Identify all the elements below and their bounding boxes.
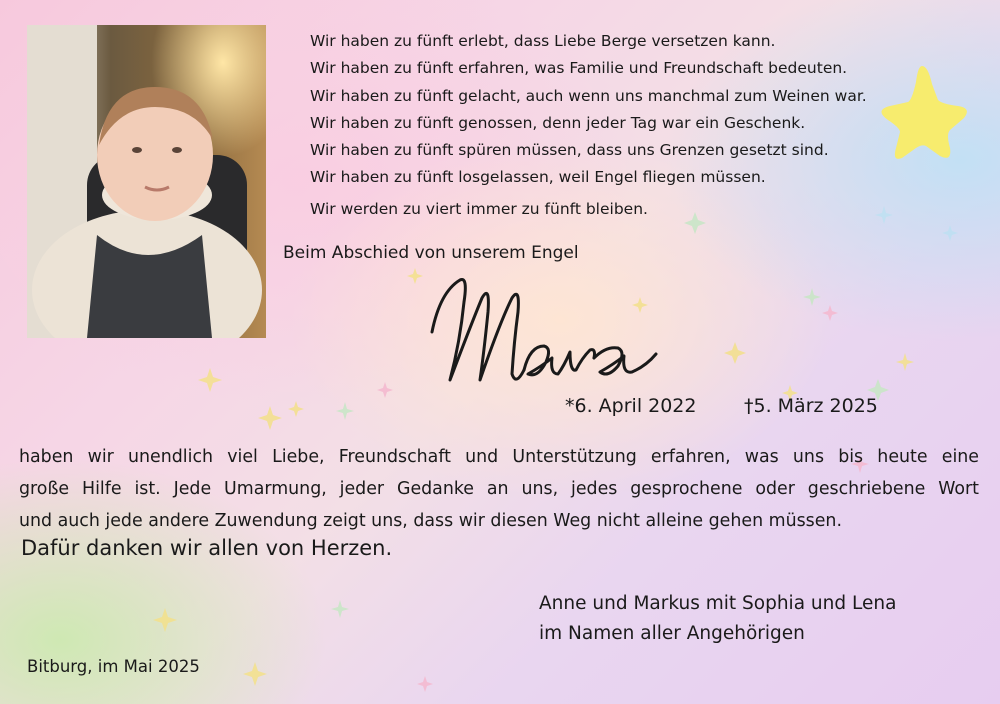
sparkle-icon <box>803 288 821 306</box>
sparkle-icon <box>417 676 433 692</box>
place-date: Bitburg, im Mai 2025 <box>27 657 200 676</box>
sparkle-icon <box>288 401 304 417</box>
sparkle-icon <box>822 305 838 321</box>
sparkle-icon <box>153 608 177 632</box>
star-icon <box>872 62 972 162</box>
signature-relatives: im Namen aller Angehörigen <box>539 623 805 644</box>
sparkle-icon <box>258 406 282 430</box>
signature <box>539 589 896 649</box>
poem <box>310 28 867 223</box>
sparkle-icon <box>875 206 893 224</box>
sparkle-icon <box>331 600 349 618</box>
child-photo <box>27 25 266 338</box>
poem-line: Wir haben zu fünft genossen, denn jeder Tag war ein Geschenk. <box>310 113 806 132</box>
poem-closing: Wir werden zu viert immer zu fünft bleiben. <box>310 199 648 218</box>
thanks-paragraph <box>19 441 979 537</box>
sparkle-icon <box>243 662 267 686</box>
sparkle-icon <box>198 368 222 392</box>
thanks-heading: Dafür danken wir allen von Herzen. <box>21 536 393 560</box>
poem-line: Wir haben zu fünft erlebt, dass Liebe Berge versetzen kann. <box>310 32 776 50</box>
poem-line: Wir haben zu fünft spüren müssen, dass uns Grenzen gesetzt sind. <box>310 141 829 160</box>
sparkle-icon <box>724 342 746 364</box>
birth-date: *6. April 2022 <box>565 395 697 417</box>
sparkle-icon <box>942 225 958 241</box>
paragraph-line: haben wir unendlich viel Liebe, Freundschaft und Unterstützung erfahren, was uns bis heute eine <box>19 447 979 467</box>
sparkle-icon <box>377 382 393 398</box>
poem-line: Wir haben zu fünft erfahren, was Familie und Freundschaft bedeuten. <box>310 59 848 78</box>
farewell-text: Beim Abschied von unserem Engel <box>283 243 579 263</box>
sparkle-icon <box>896 353 914 371</box>
sparkle-icon <box>336 402 354 420</box>
poem-line: Wir haben zu fünft losgelassen, weil Engel fliegen müssen. <box>310 168 766 187</box>
paragraph-line: große Hilfe ist. Jede Umarmung, jeder Gedanke an uns, jedes gesprochene oder geschriebene Wort <box>19 479 979 499</box>
name-script <box>420 262 670 402</box>
death-date: †5. März 2025 <box>744 395 878 417</box>
poem-line: Wir haben zu fünft gelacht, auch wenn uns manchmal zum Weinen war. <box>310 86 867 105</box>
signature-names: Anne und Markus mit Sophia und Lena <box>539 593 897 614</box>
paragraph-line: und auch jede andere Zuwendung zeigt uns, dass wir diesen Weg nicht alleine gehen müssen. <box>19 511 842 531</box>
